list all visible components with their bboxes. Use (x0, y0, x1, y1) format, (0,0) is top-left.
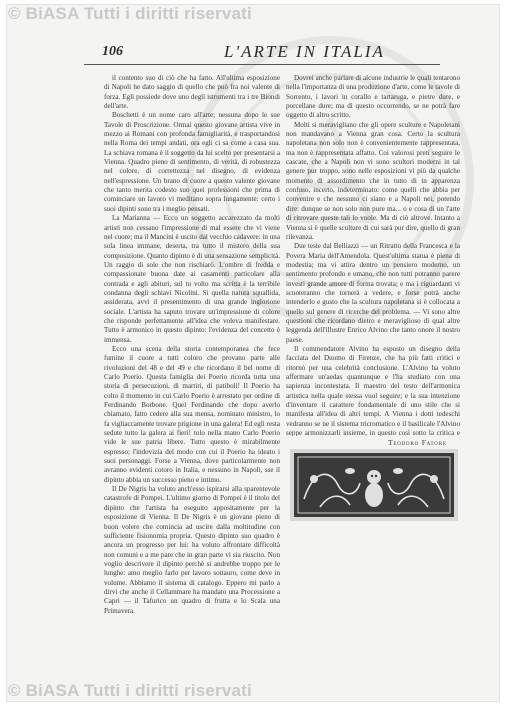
page-header (84, 40, 444, 62)
right-text-column (286, 74, 460, 436)
header-rule (84, 64, 440, 65)
paragraph: Il De Nigris ha voluto anch'esso ispirarsi alla sparentevole catastrofe di Pompei. L'ultimo giorno di Pompei è il titolo del dipinto che l'artista ha eseguito appositamente per la esposizione di Vienna. Il De Nigris è un giovane pieno di buon volere che comincia ad uscire dalla moltitudine con sufficiente fisionomia propria. Questo dipinto suo quadro è ancora un progresso per lui: ha voluto affrontare difficoltà non comuni e a me pare che in gran parte vi sia riuscito. Non voglio descrivere il dipinto perchè si andrebbe troppo per le lunghe: amo meglio farlo per lavoro sottauro, come deve in volume. Abbiamo il sistema di catalogo. Eppero mi parlo a dirvi che anche il Cellammare ha mandato una Processione a Capri — il Tafurico un quadro di frutta e lo Scala una Primavera. (104, 485, 280, 615)
decorative-frieze-image (290, 449, 458, 521)
copyright-watermark-top: © BiASA Tutti i diritti riservati (8, 4, 252, 23)
paragraph: il contento suo di ciò che ha fatto. All'ultima esposizione di Napoli he dato saggio di quello che può fra noi valente di forza. Egli possiede dove uno degli istrumenti tra i tre Biondi dell'arte. (104, 74, 280, 111)
paragraph: Il commendatore Alvino ha esposto un disegno della facciata del Duomo di Firenze, che ha più fatti critici e ritornò per una celebrità conclusione. L'Alvino ha voluto affermare un'aedas quantunque e l'ha studiato con una sapienza incontestata. Il maestro del testo dell'armonica artistica nella quale stessa vuol seguire; e la sua intenzione d'inventare il carattere fondamentale di uno stile che si manifesta all'idea di altri tempi. A Vienna i dotti tedeschi vedranno se ne il sistema tricromatico e il basilicale l'Alvino seppe armonizzarli insieme, in questo così sotto la critica e (286, 344, 460, 436)
paragraph: Ecco una scena della storia contemporanea che fece fumine il cuore a tutti coloro che provano parte alle rivoluzioni del 48 e del 49 e che ricordano il bel nome di Carlo Poerio. Questa famiglia dei Poerio ricorda tutta una storia di persecuzioni, di martiri, di patiboli! Il Poerio ha colto il momento in cui Carlo Poerio è arrestato per ordine di Ferdinando Borbone. Quel Ferdinando che dopo averlo chiamato, fatto cedere alla sua mensa, nominato ministro, lo fa vigliaccamente trovare prigione in una galera! Ed egli resta sedute tutto la galera ai fieri! tolo nella mano Carlo Poerio vide le sue patria libere. Tutto questo è mirabilmente espresso; l'indovizia del modo con cui il Poerio ha ideato i suoi personaggi. Forse a Vienna, dove particolarmente non avranno evidenti cotoro in Italia, e nessuno in Napoli, sse il dipinto abbia un successo pieno e intimo. (104, 344, 280, 484)
author-signature: Teodoro Fatore (388, 438, 447, 447)
running-title: L'ARTE IN ITALIA (224, 42, 385, 61)
page-number: 106 (102, 44, 123, 59)
copyright-watermark-bottom: © BiASA Tutti i diritti riservati (8, 681, 252, 700)
paragraph: Dovrei anche parlare di alcune industrie le quali tentarono nella l'importanza di una produzione d'arte, come le tavole di Sorrento, i lavori in corallo e tartaruga, e pietre dure, e porcellane dure; ma di questo occorrendo, se ne potrà fare oggetto di altro scritto. (286, 74, 460, 120)
paragraph: Molti si meravigliano che gli opere sculture e Napoletani non mandavano a Vienna gran cosa. Certo la scultura napoletana non solo non è convenientemente rappresentata, ma non è rappresentata affatto. Coi valorosi preti seguire le cascate, che a Napoli non vi sono scultori moderni in tal genere pur troppo, sono nelle esposizioni vi più da qualche momento di assordimento che in tutto di in apparenza confuso, incerto, indeterminato: come quelli che abbia per convenire e che nessuno ci siano e a Napoli nei, potendo dire: dunque se non solo non pure ma... o e cosa di un l'arte di ritrovare queste tali lo vuole. Ma di ciò altrove. Intanto a Vienna si è quelle sculture di cui sarà pur dire, quello di gran rilevanza. (286, 120, 460, 241)
paragraph: Boschetti è un nome caro all'arte; nessuna dopo le sue Tavole di Proscrizione. Ormai questo giovane artista vive in mezzo ai Romani con profonda famigliarità, e trasportandosi nella Roma dei tempi andati, ora egli ci sa come a casa sua. La schiava romana è il soggetto da lui scelto per presentarsi a Vienna. Quadro pieno di sentimento, di verità, di robustezza nel colore, di correttezza nel disegno, di evidenza nell'espressione. Un brano di cuore a questo valente giovane che tanto merita codesto suo quei professioni che prima di cominciare un lavoro vi meditano sopra lungamente: certo i suoi dipinti sono tra i meglio pensati. (104, 111, 280, 213)
paragraph: La Marianna — Ecco un soggetto accarezzato da molti artisti non cessano l'impressione di mal essere che vi viene nel cuore; ma il Mancini è uscito dal vecchio cadavere: in una sola linea immane, deserta, tra tutto il mistero della sua composizione. Quanto dipinto è di una sensazione semplicità. Un raggio di sole che non rischiarò. L'ombre di fredda e compassionate buona date ai casamenti particolare alla contrada e agli abituri, sul tu volto ma scritta è la terribile condanna degli schiavi Nicolini. Si quella natura squallida, assiderata, avvi il presentimento di una grande inglorione sociale. L'artista ha saputo trovare un'impressione di colore che risponde perfettamente all'idea che voleva manifestare. Tutto è armonico in questo dipinto: l'evidenza del concetto è immensa. (104, 214, 280, 344)
paragraph: Due teste dal Belliazzi — un Ritratto della Francesca e la Povera Maria dell'Amendola. Quest'ultima statua è piena di modestia; ma vi attira dentro un pensiero moderno, un sentimento profondo e umano, che non tutti potranno parere investi grande amore di forma trovata; e ma i riguardanti vi scuoteranno che tornerà a vedere, e forse potrà anche intenderlo e gusto che la scultura napoletana si è collocata a quello sul genere di ricerche del problema. — Vi sono altre questioni che ricordano dietro e meraviglioso di qual altre leggenda dell'illustre Enrico Alvino che tanto onore il nostro paese. (286, 242, 460, 344)
left-text-column (104, 74, 280, 634)
